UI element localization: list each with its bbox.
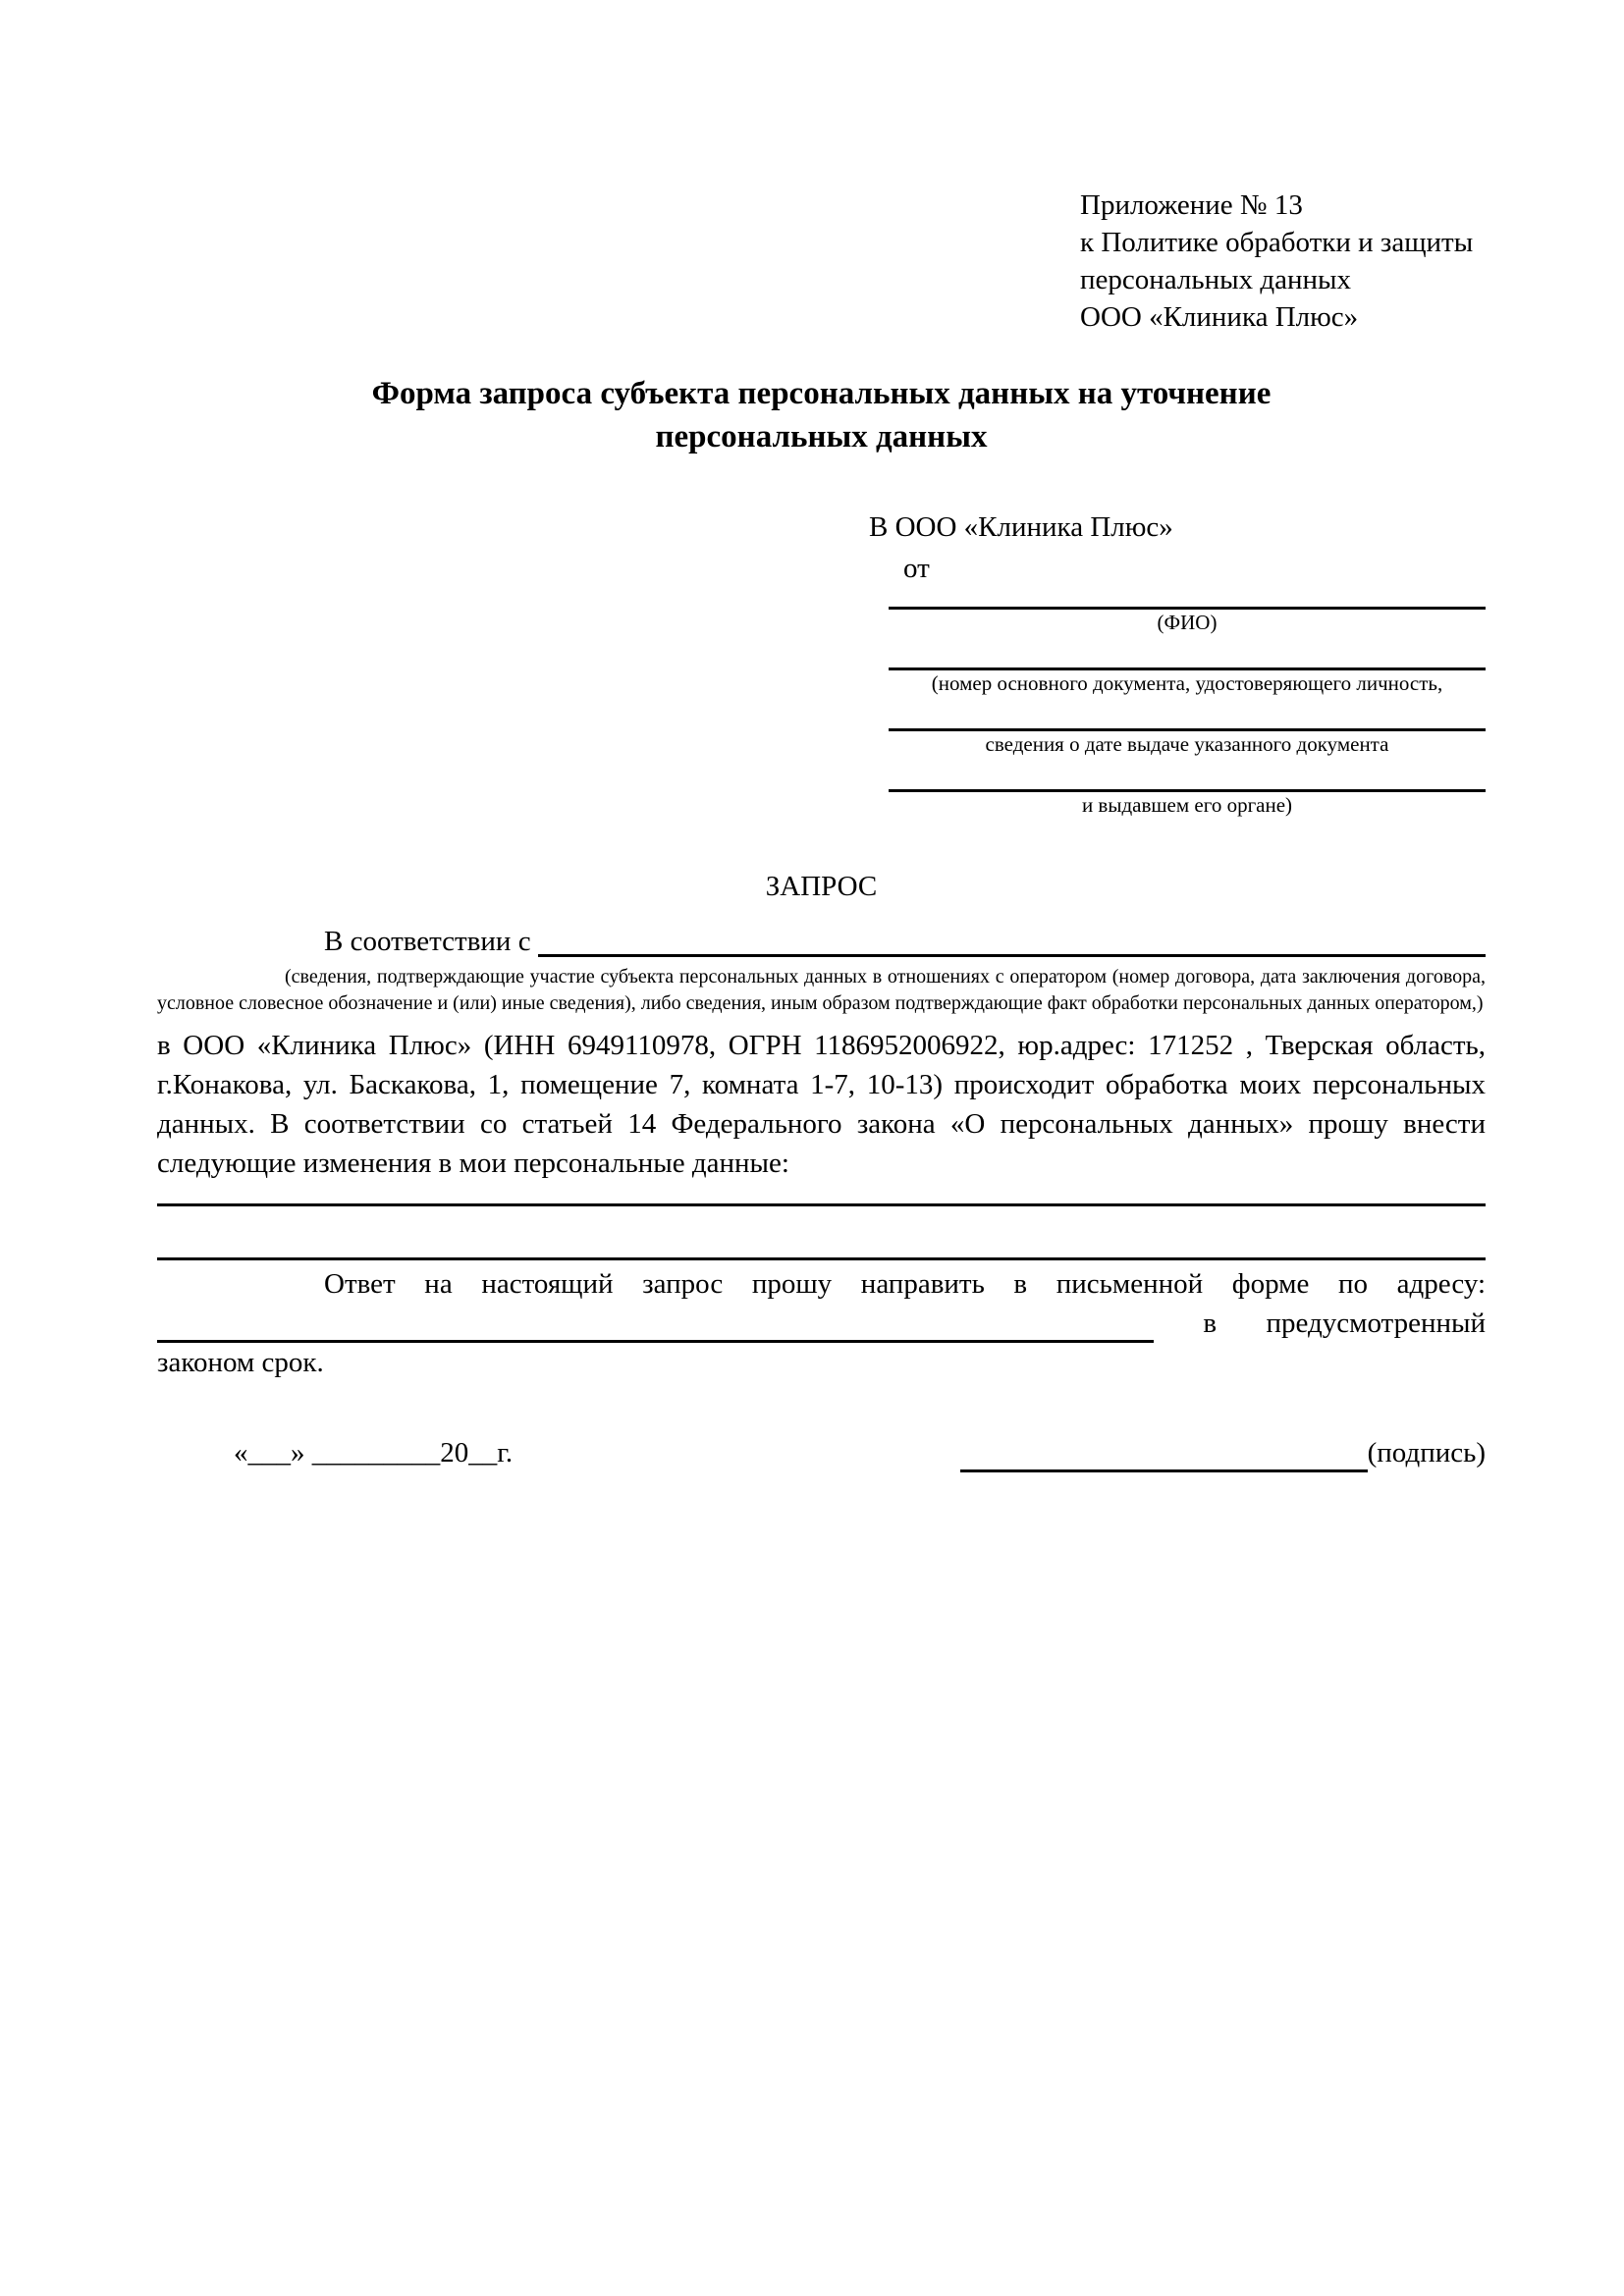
date-signature-row (157, 1433, 1486, 1472)
changes-blank-line-2 (157, 1206, 1486, 1260)
accordance-line (157, 922, 1486, 961)
annex-line-4: ООО «Клиника Плюс» (1080, 301, 1359, 333)
signature-blank-line (960, 1441, 1368, 1472)
addressee-block (869, 507, 1486, 818)
addressee-organization: В ООО «Клиника Плюс» (869, 511, 1173, 543)
date-line: «___» _________20__г. (234, 1437, 514, 1468)
accordance-blank-line (538, 922, 1486, 957)
document-number-blank-line (889, 635, 1486, 670)
document-issuer-blank-line (889, 757, 1486, 792)
changes-blank-line-1 (157, 1183, 1486, 1206)
request-heading: ЗАПРОС (765, 871, 878, 902)
document-title (157, 372, 1486, 458)
reply-address-blank-row (157, 1304, 1486, 1343)
annex-line-2: к Политике обработки и защиты (1080, 227, 1474, 258)
title-line-2: персональных данных (655, 419, 988, 454)
request-body-paragraph: в ООО «Клиника Плюс» (ИНН 6949110978, ОГРН 1186952006922, юр.адрес: 171252 , Тверская область, г.Конакова, ул. Баскакова, 1, помещение 7, комната 1-7, 10-13) происходит обработка моих персональных данных. В соответствии со статьей 14 Федерального закона «О персональных данных» прошу внести следующие изменения в мои персональные данные: (157, 1030, 1486, 1179)
signature-caption: (подпись) (1367, 1437, 1486, 1468)
annex-block (1080, 187, 1486, 336)
reply-term-line: законом срок. (157, 1347, 324, 1378)
accordance-prefix: В соответствии с (324, 926, 538, 957)
fio-blank-line (889, 588, 1486, 610)
annex-line-3: персональных данных (1080, 264, 1352, 295)
reply-address-line: Ответ на настоящий запрос прошу направить в письменной форме по адресу: (324, 1268, 1486, 1300)
document-issue-date-caption: сведения о дате выдаче указанного документа (985, 732, 1389, 756)
signature-block (960, 1433, 1486, 1472)
reply-tail-word-2: предусмотренный (1266, 1308, 1486, 1339)
document-issuer-caption: и выдавшем его органе) (1081, 793, 1293, 817)
fio-caption: (ФИО) (1157, 611, 1218, 634)
accordance-footnote: (сведения, подтверждающие участие субъекта персональных данных в отношениях с оператором (номер договора, дата заключения договора, условное словесное обозначение и (или) иные сведения), либо сведения, иным образом подтверждающие факт обработки персональных данных оператором,) (157, 966, 1486, 1014)
annex-line-1: Приложение № 13 (1080, 189, 1303, 221)
document-issue-date-blank-line (889, 696, 1486, 731)
title-line-1: Форма запроса субъекта персональных данных на уточнение (371, 376, 1272, 411)
address-blank-line (157, 1311, 1154, 1343)
document-number-caption: (номер основного документа, удостоверяющего личность, (931, 671, 1443, 695)
addressee-from-label: от (903, 553, 930, 584)
reply-tail-word-1: в (1203, 1308, 1218, 1339)
